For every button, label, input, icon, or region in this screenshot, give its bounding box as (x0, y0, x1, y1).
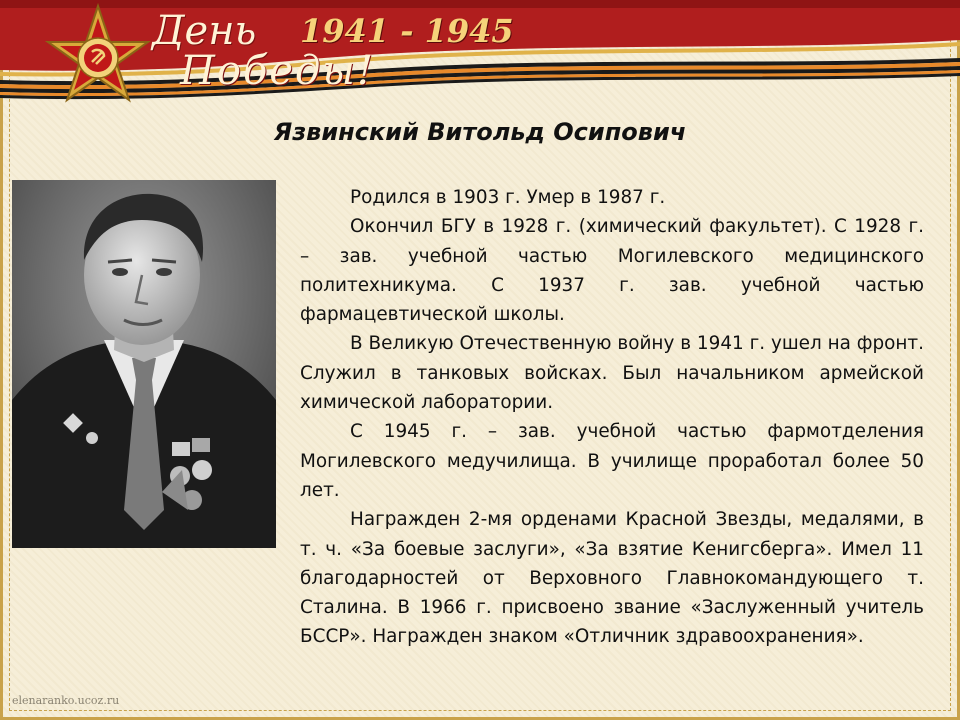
bio-paragraph: Награжден 2-мя орденами Красной Звезды, медалями, в т. ч. «За боевые заслуги», «За взятие Кенигсберга». Имел 11 благодарностей от Верховного Главнокомандующего т. Сталина. В 1966 г. присвоено звание «Заслуженный учитель БССР». Награжден знаком «Отличник здравоохранения». (300, 509, 924, 648)
bio-paragraph: Окончил БГУ в 1928 г. (химический факультет). С 1928 г. – зав. учебной частью Могилевского медицинского политехникума. С 1937 г. зав. учебной частью фармацевтической школы. (300, 216, 924, 326)
victory-day-banner (0, 0, 960, 110)
bio-paragraph: В Великую Отечественную войну в 1941 г. ушел на фронт. Служил в танковых войсках. Был начальником армейской химической лаборатории. (300, 333, 924, 414)
watermark: elenaranko.ucoz.ru (12, 694, 120, 707)
portrait-photo (12, 180, 276, 548)
bio-paragraph: С 1945 г. – зав. учебной частью фармотделения Могилевского медучилища. В училище проработал более 50 лет. (300, 421, 924, 501)
banner-years: 1941 - 1945 (300, 12, 514, 50)
bio-paragraph: Родился в 1903 г. Умер в 1987 г. (350, 187, 666, 208)
person-name: Язвинский Витольд Осипович (273, 118, 687, 146)
banner-title: День (152, 8, 257, 54)
biography-text (300, 183, 924, 652)
portrait-illustration (12, 180, 276, 548)
banner-subtitle: Победы! (180, 48, 376, 94)
